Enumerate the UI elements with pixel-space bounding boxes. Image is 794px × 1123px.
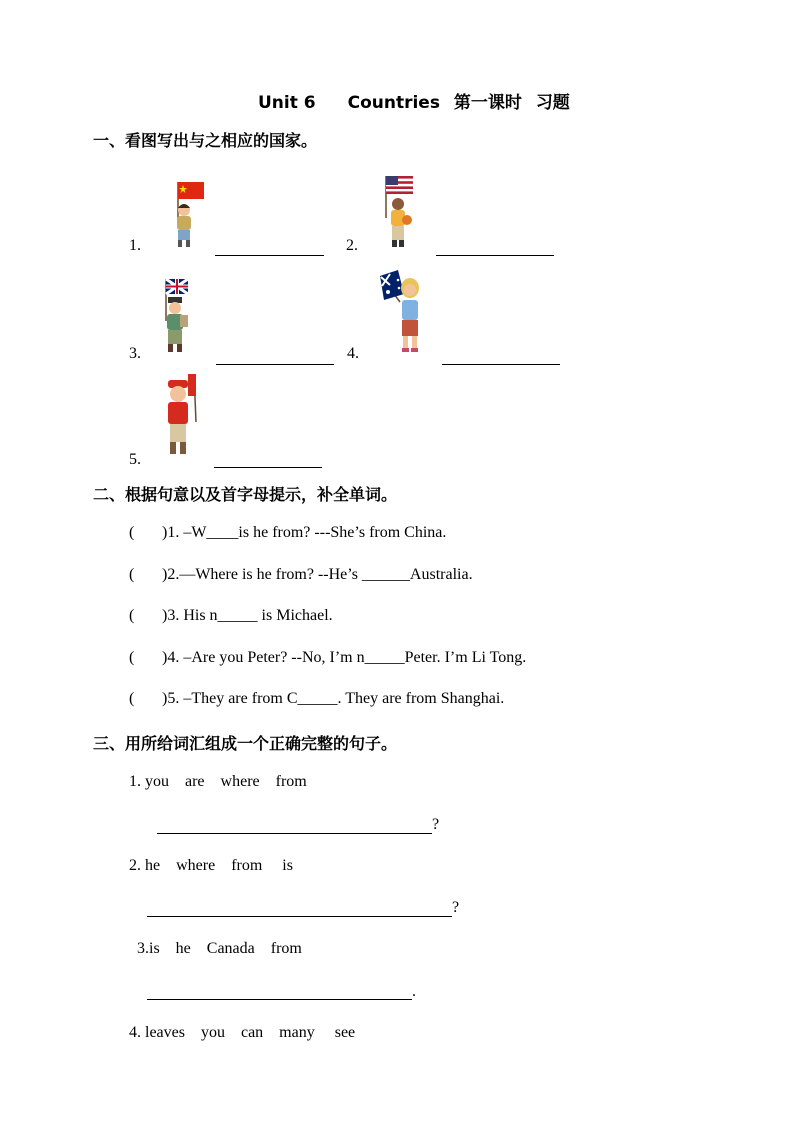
- topic-label: Countries: [347, 93, 440, 113]
- question-paren[interactable]: (: [129, 649, 135, 666]
- question-paren[interactable]: (: [129, 607, 135, 624]
- word-list: 3.is he Canada from: [137, 940, 302, 957]
- item-number: 4.: [347, 345, 359, 362]
- answer-line-4[interactable]: [442, 364, 560, 365]
- child-with-china-flag-icon: [164, 178, 214, 250]
- sentence-end-mark: ?: [452, 899, 460, 916]
- item-number: 1.: [129, 237, 141, 254]
- section1-heading: 一、看图写出与之相应的国家。: [93, 131, 318, 150]
- question-text: )5. –They are from C_____. They are from Shanghai.: [162, 690, 505, 707]
- question-text: )1. –W____is he from? ---She’s from China.: [162, 524, 447, 541]
- question-text: )4. –Are you Peter? --No, I’m n_____Peter. I’m Li Tong.: [162, 649, 527, 666]
- lesson-label: 第一课时: [453, 93, 522, 113]
- word-list: 1. you are where from: [129, 773, 307, 790]
- answer-line-5[interactable]: [214, 467, 322, 468]
- word-list: 4. leaves you can many see: [129, 1024, 356, 1041]
- section2-heading: 二、根据句意以及首字母提示，补全单词。: [93, 485, 398, 504]
- answer-line-2[interactable]: [436, 255, 554, 256]
- child-with-canada-flag-icon: [160, 372, 204, 460]
- child-with-australia-flag-icon: [378, 268, 430, 358]
- child-with-uk-flag-icon: [156, 277, 194, 357]
- item-number: 5.: [129, 451, 141, 468]
- answer-line-3[interactable]: [216, 364, 334, 365]
- question-paren[interactable]: (: [129, 690, 135, 707]
- item-number: 2.: [346, 237, 358, 254]
- sentence-answer-line-3[interactable]: [147, 999, 412, 1000]
- question-text: )3. His n_____ is Michael.: [162, 607, 333, 624]
- section3-heading: 三、用所给词汇组成一个正确完整的句子。: [93, 734, 398, 753]
- word-list: 2. he where from is: [129, 857, 293, 874]
- question-paren[interactable]: (: [129, 566, 135, 583]
- exercise-label: 习题: [535, 93, 570, 113]
- unit-label: Unit 6: [258, 93, 316, 113]
- sentence-end-mark: .: [412, 983, 416, 1000]
- sentence-answer-line-2[interactable]: [147, 916, 452, 917]
- page-title: [258, 88, 570, 113]
- sentence-end-mark: ?: [432, 816, 440, 833]
- question-text: )2.—Where is he from? --He’s ______Australia.: [162, 566, 473, 583]
- child-with-usa-flag-icon: [380, 174, 420, 250]
- answer-line-1[interactable]: [215, 255, 324, 256]
- sentence-answer-line-1[interactable]: [157, 833, 432, 834]
- question-paren[interactable]: (: [129, 524, 135, 541]
- item-number: 3.: [129, 345, 141, 362]
